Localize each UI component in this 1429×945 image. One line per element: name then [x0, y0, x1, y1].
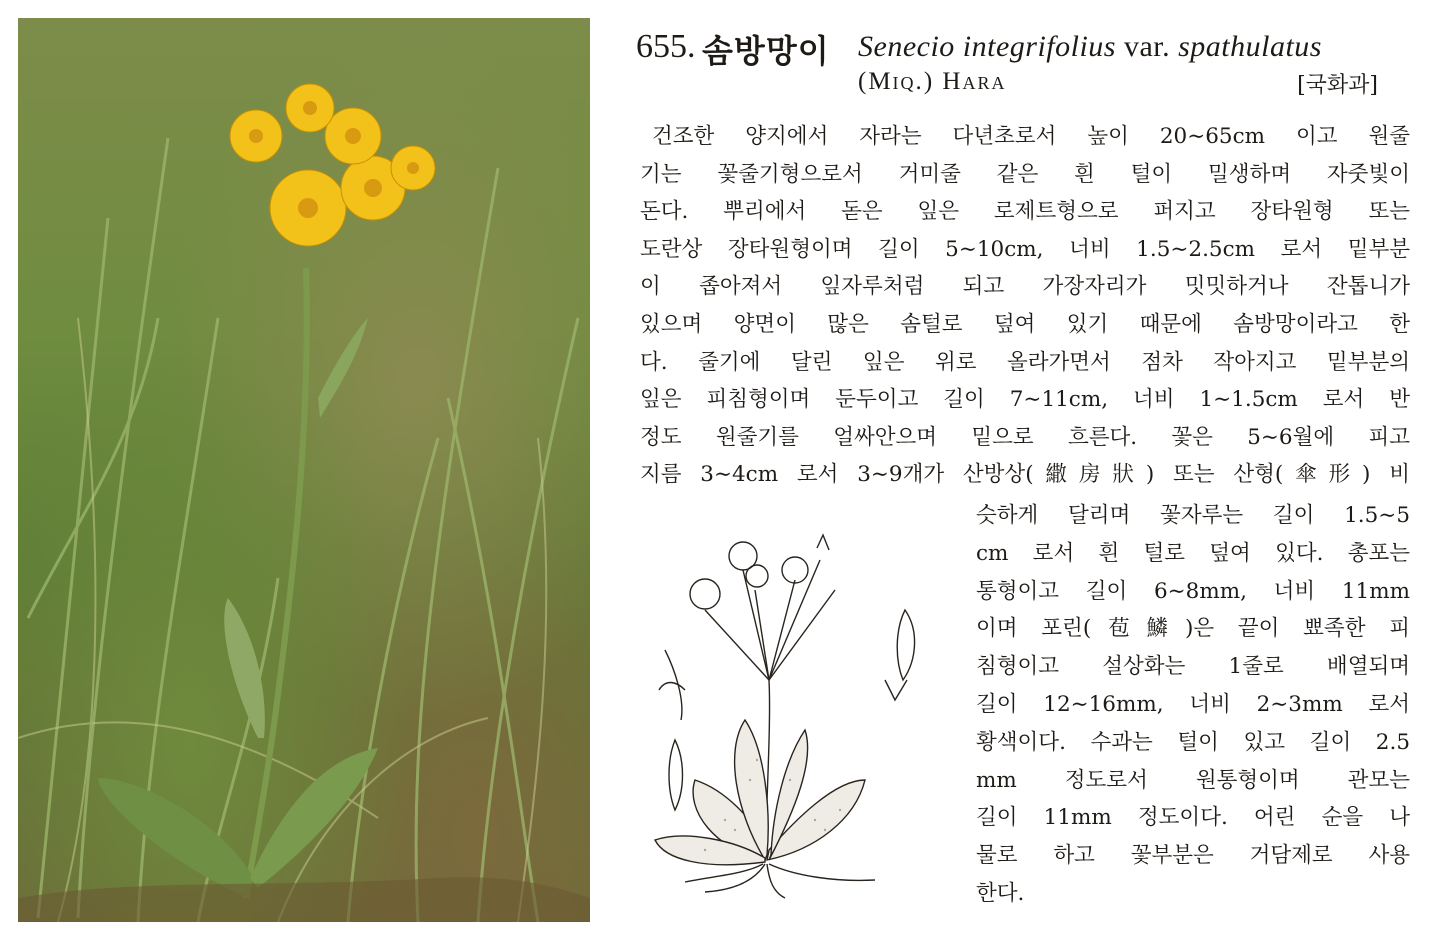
botanical-illustration — [645, 530, 945, 900]
entry-number: 655. — [636, 28, 696, 65]
authority-close: ) — [923, 68, 935, 95]
variety-name: spathulatus — [1178, 30, 1322, 63]
description-line: 정도 원줄기를 얼싸안으며 밑으로 흐른다. 꽃은 5∼6월에 피고 — [640, 424, 1410, 450]
authority-miq: Miq. — [868, 68, 924, 95]
var-label: var. — [1123, 30, 1171, 63]
description-line: cm 로서 흰 털로 덮여 있다. 총포는 — [976, 540, 1410, 566]
description-text — [640, 118, 1410, 494]
description-line: 이 좁아져서 잎자루처럼 되고 가장자리가 밋밋하거나 잔톱니가 — [640, 274, 1410, 300]
plant-photo — [18, 18, 590, 922]
authority — [858, 68, 1006, 96]
authority-hara: Hara — [942, 68, 1007, 95]
description-line: 길이 12∼16mm, 너비 2∼3mm 로서 — [976, 691, 1410, 717]
description-line: 지름 3∼4cm 로서 3∼9개가 산방상(繖房狀) 또는 산형(傘形) 비 — [640, 462, 1410, 488]
korean-name: 솜방망이 — [702, 32, 830, 70]
description-line: 돈다. 뿌리에서 돋은 잎은 로제트형으로 퍼지고 장타원형 또는 — [640, 199, 1410, 225]
description-line: 침형이고 설상화는 1줄로 배열되며 — [976, 654, 1410, 680]
description-line: 슷하게 달리며 꽃자루는 길이 1.5∼5 — [976, 503, 1410, 528]
family-name: [국화과] — [1297, 73, 1378, 98]
description-line: 건조한 양지에서 자라는 다년초로서 높이 20∼65cm 이고 원줄 — [652, 124, 1410, 149]
scientific-name — [858, 30, 1322, 64]
description-line: 도란상 장타원형이며 길이 5∼10cm, 너비 1.5∼2.5cm 로서 밑부분 — [640, 236, 1410, 262]
description-line: 길이 11mm 정도이다. 어린 순을 나 — [976, 805, 1410, 831]
description-line: 통형이고 길이 6∼8mm, 너비 11mm — [976, 578, 1410, 604]
botanical-illustration-art — [645, 530, 945, 900]
description-continued — [976, 497, 1410, 913]
description-line: 이며 포린(苞鱗)은 끝이 뾰족한 피 — [976, 616, 1410, 642]
entry-header — [636, 22, 1396, 102]
description-line: 기는 꽃줄기형으로서 거미줄 같은 흰 털이 밀생하며 자줏빛이 — [640, 161, 1410, 187]
description-line: mm 정도로서 원통형이며 관모는 — [976, 767, 1410, 793]
description-line: 있으며 양면이 많은 솜털로 덮여 있기 때문에 솜방망이라고 한 — [640, 311, 1410, 337]
description-line: 한다. — [976, 880, 1025, 906]
authority-open: ( — [858, 68, 869, 95]
description-line: 황색이다. 수과는 털이 있고 길이 2.5 — [976, 729, 1410, 755]
description-line: 물로 하고 꽃부분은 거담제로 사용 — [976, 843, 1410, 869]
description-line: 잎은 피침형이며 둔두이고 길이 7∼11cm, 너비 1∼1.5cm 로서 반 — [640, 387, 1410, 413]
description-line: 다. 줄기에 달린 잎은 위로 올라가면서 점차 작아지고 밑부분의 — [640, 349, 1410, 375]
scientific-binomial: Senecio integrifolius — [858, 30, 1116, 63]
plant-photo-art — [18, 18, 590, 922]
